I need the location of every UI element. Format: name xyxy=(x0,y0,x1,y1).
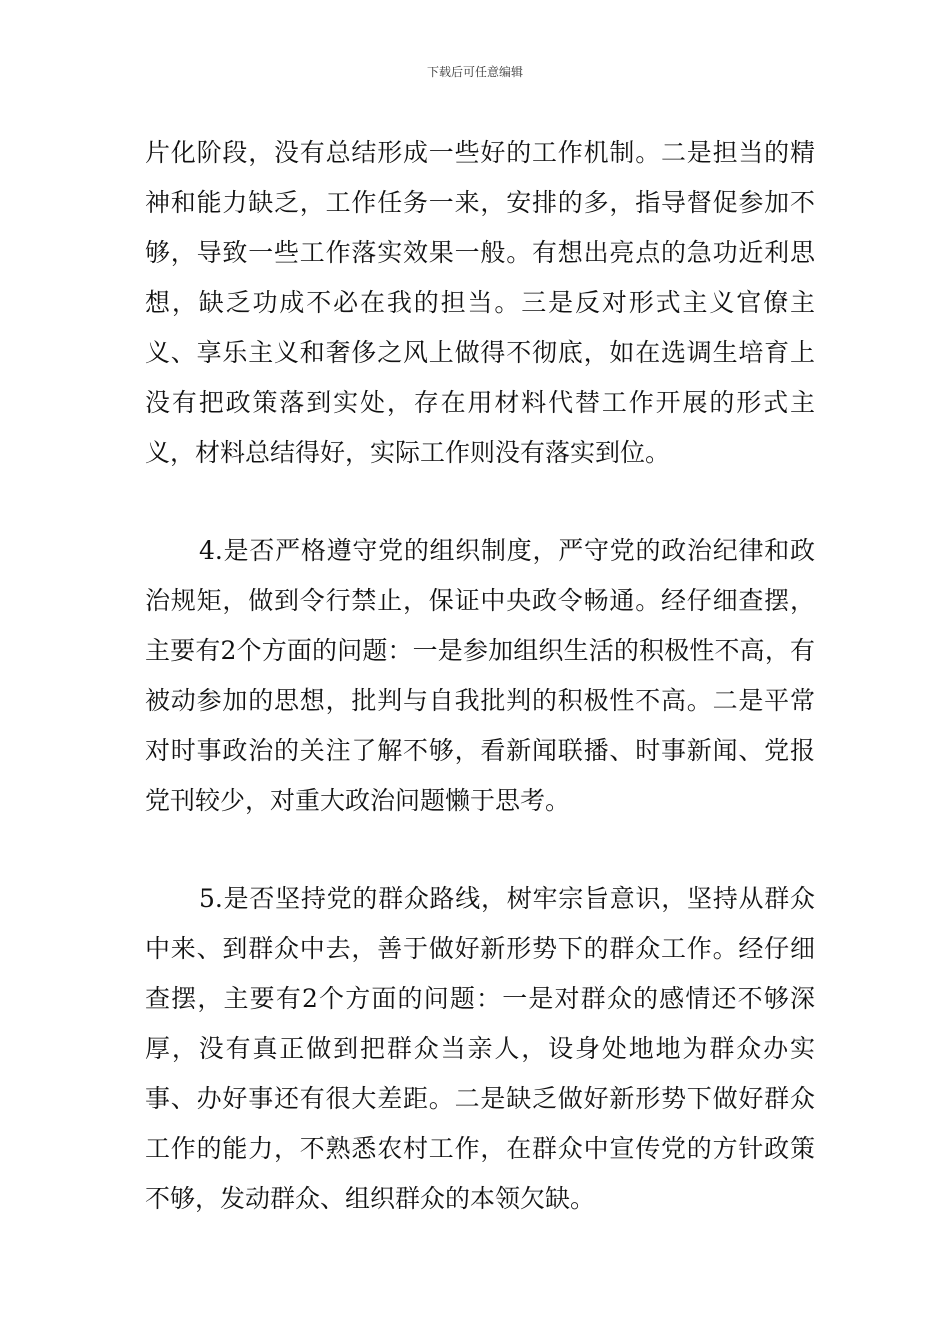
paragraph-item-4: 4.是否严格遵守党的组织制度，严守党的政治纪律和政治规矩，做到令行禁止，保证中央政令畅通。经仔细查摆，主要有2个方面的问题：一是参加组织生活的积极性不高，有被动参加的思想，批判与自我批判的积极性不高。二是平常对时事政治的关注了解不够，看新闻联播、时事新闻、党报党刊较少，对重大政治问题懒于思考。 xyxy=(145,536,815,815)
paragraph-continuation: 片化阶段，没有总结形成一些好的工作机制。二是担当的精神和能力缺乏，工作任务一来，安排的多，指导督促参加不够，导致一些工作落实效果一般。有想出亮点的急功近利思想，缺乏功成不必在我的担当。三是反对形式主义官僚主义、享乐主义和奢侈之风上做得不彻底，如在选调生培育上没有把政策落到实处，存在用材料代替工作开展的形式主义，材料总结得好，实际工作则没有落实到位。 xyxy=(145,138,815,467)
page-header-note: 下载后可任意编辑 xyxy=(426,65,523,79)
paragraph-spacer xyxy=(145,826,815,874)
paragraph-item-5: 5.是否坚持党的群众路线，树牢宗旨意识，坚持从群众中来、到群众中去，善于做好新形势下的群众工作。经仔细查摆，主要有2个方面的问题：一是对群众的感情还不够深厚，没有真正做到把群众当亲人，设身处地地为群众办实事、办好事还有很大差距。二是缺乏做好新形势下做好群众工作的能力，不熟悉农村工作，在群众中宣传党的方针政策不够，发动群众、组织群众的本领欠缺。 xyxy=(145,884,815,1213)
document-body xyxy=(145,128,815,1224)
paragraph-spacer xyxy=(145,478,815,526)
